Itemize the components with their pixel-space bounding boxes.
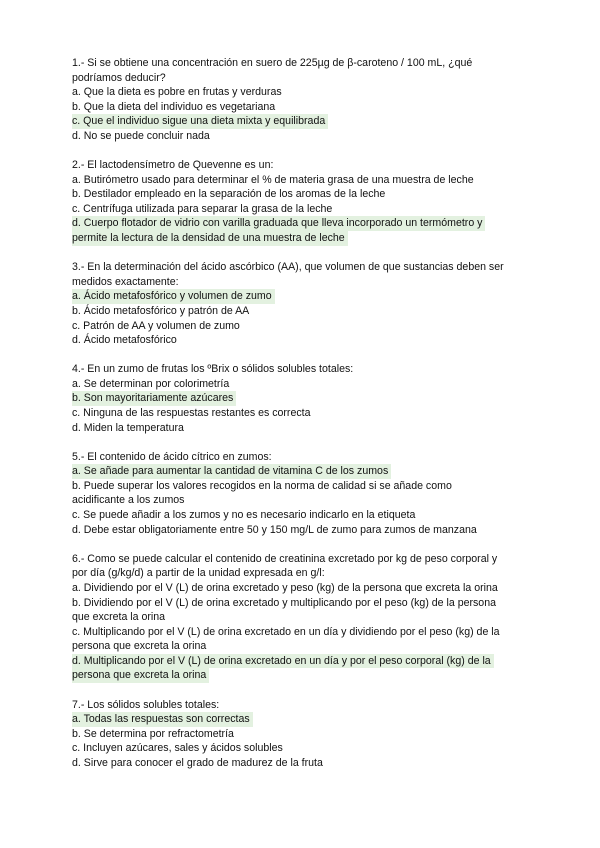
answer-option-correct bbox=[72, 654, 532, 683]
option-text: d. Debe estar obligatoriamente entre 50 y 150 mg/L de zumo para zumos de manzana bbox=[72, 523, 477, 536]
answer-option bbox=[72, 581, 532, 596]
answer-option bbox=[72, 741, 532, 756]
option-text: permite la lectura de la densidad de una muestra de leche bbox=[72, 231, 348, 246]
answer-option bbox=[72, 406, 532, 421]
option-text: d. Miden la temperatura bbox=[72, 421, 184, 434]
option-text: b. Puede superar los valores recogidos en la norma de calidad si se añade como bbox=[72, 479, 452, 492]
answer-option bbox=[72, 319, 532, 334]
answer-option-correct bbox=[72, 216, 532, 245]
question-stem: 2.- El lactodensímetro de Quevenne es un: bbox=[72, 159, 274, 172]
question-stem: 5.- El contenido de ácido cítrico en zumos: bbox=[72, 450, 272, 463]
question-3 bbox=[72, 260, 532, 348]
option-text: d. Multiplicando por el V (L) de orina excretado en un día y por el peso corporal (kg) de la bbox=[72, 654, 494, 669]
answer-option bbox=[72, 479, 532, 508]
question-stem: medidos exactamente: bbox=[72, 275, 179, 288]
question-stem: 7.- Los sólidos solubles totales: bbox=[72, 698, 220, 711]
answer-option bbox=[72, 333, 532, 348]
option-text: d. Cuerpo flotador de vidrio con varilla graduada que lleva incorporado un termómetro y bbox=[72, 216, 485, 231]
answer-option-correct bbox=[72, 712, 532, 727]
question-stem: 3.- En la determinación del ácido ascórbico (AA), que volumen de que sustancias deben ser bbox=[72, 261, 504, 274]
answer-option bbox=[72, 523, 532, 538]
option-text: que excreta la orina bbox=[72, 611, 166, 624]
answer-option-correct bbox=[72, 289, 532, 304]
question-4 bbox=[72, 362, 532, 435]
answer-option bbox=[72, 187, 532, 202]
question-stem: por día (g/kg/d) a partir de la unidad expresada en g/l: bbox=[72, 567, 325, 580]
answer-option-correct bbox=[72, 464, 532, 479]
option-text: a. Dividiendo por el V (L) de orina excretado y peso (kg) de la persona que excreta la orina bbox=[72, 581, 498, 594]
option-text: d. Ácido metafosfórico bbox=[72, 334, 177, 347]
question-stem: 4.- En un zumo de frutas los ºBrix o sólidos solubles totales: bbox=[72, 363, 354, 376]
option-text: b. Dividiendo por el V (L) de orina excretado y multiplicando por el peso (kg) de la persona bbox=[72, 596, 496, 609]
question-7 bbox=[72, 698, 532, 771]
option-text: persona que excreta la orina bbox=[72, 640, 207, 653]
document-page bbox=[72, 56, 532, 785]
option-text: c. Incluyen azúcares, sales y ácidos solubles bbox=[72, 742, 283, 755]
option-text: b. Son mayoritariamente azúcares bbox=[72, 391, 236, 406]
option-text: c. Multiplicando por el V (L) de orina excretado en un día y dividiendo por el peso (kg) de la bbox=[72, 625, 500, 638]
option-text: c. Patrón de AA y volumen de zumo bbox=[72, 319, 240, 332]
option-text: a. Ácido metafosfórico y volumen de zumo bbox=[72, 289, 275, 304]
option-text: persona que excreta la orina bbox=[72, 668, 209, 683]
answer-option bbox=[72, 202, 532, 217]
answer-option bbox=[72, 421, 532, 436]
option-text: d. No se puede concluir nada bbox=[72, 129, 210, 142]
answer-option bbox=[72, 625, 532, 654]
question-stem: 6.- Como se puede calcular el contenido de creatinina excretado por kg de peso corporal y bbox=[72, 552, 498, 565]
question-5 bbox=[72, 450, 532, 538]
answer-option bbox=[72, 596, 532, 625]
question-2 bbox=[72, 158, 532, 246]
option-text: b. Ácido metafosfórico y patrón de AA bbox=[72, 304, 250, 317]
option-text: c. Se puede añadir a los zumos y no es necesario indicarlo en la etiqueta bbox=[72, 509, 416, 522]
option-text: a. Que la dieta es pobre en frutas y verduras bbox=[72, 86, 282, 99]
answer-option bbox=[72, 508, 532, 523]
question-stem: podríamos deducir? bbox=[72, 71, 166, 84]
answer-option bbox=[72, 756, 532, 771]
answer-option bbox=[72, 100, 532, 115]
option-text: a. Butirómetro usado para determinar el % de materia grasa de una muestra de leche bbox=[72, 173, 474, 186]
option-text: a. Se determinan por colorimetría bbox=[72, 377, 230, 390]
option-text: c. Ninguna de las respuestas restantes es correcta bbox=[72, 406, 311, 419]
answer-option bbox=[72, 377, 532, 392]
answer-option-correct bbox=[72, 391, 532, 406]
option-text: c. Centrífuga utilizada para separar la grasa de la leche bbox=[72, 202, 333, 215]
question-6 bbox=[72, 552, 532, 683]
option-text: a. Se añade para aumentar la cantidad de vitamina C de los zumos bbox=[72, 464, 391, 479]
answer-option-correct bbox=[72, 114, 532, 129]
option-text: acidificante a los zumos bbox=[72, 494, 185, 507]
option-text: b. Destilador empleado en la separación de los aromas de la leche bbox=[72, 188, 386, 201]
answer-option bbox=[72, 727, 532, 742]
answer-option bbox=[72, 85, 532, 100]
option-text: b. Se determina por refractometría bbox=[72, 727, 234, 740]
question-stem: 1.- Si se obtiene una concentración en suero de 225µg de β-caroteno / 100 mL, ¿qué bbox=[72, 57, 473, 69]
option-text: d. Sirve para conocer el grado de madurez de la fruta bbox=[72, 756, 323, 769]
question-1 bbox=[72, 56, 532, 144]
option-text: c. Que el individuo sigue una dieta mixta y equilibrada bbox=[72, 114, 328, 129]
option-text: a. Todas las respuestas son correctas bbox=[72, 712, 253, 727]
answer-option bbox=[72, 173, 532, 188]
answer-option bbox=[72, 304, 532, 319]
answer-option bbox=[72, 129, 532, 144]
option-text: b. Que la dieta del individuo es vegetariana bbox=[72, 100, 276, 113]
